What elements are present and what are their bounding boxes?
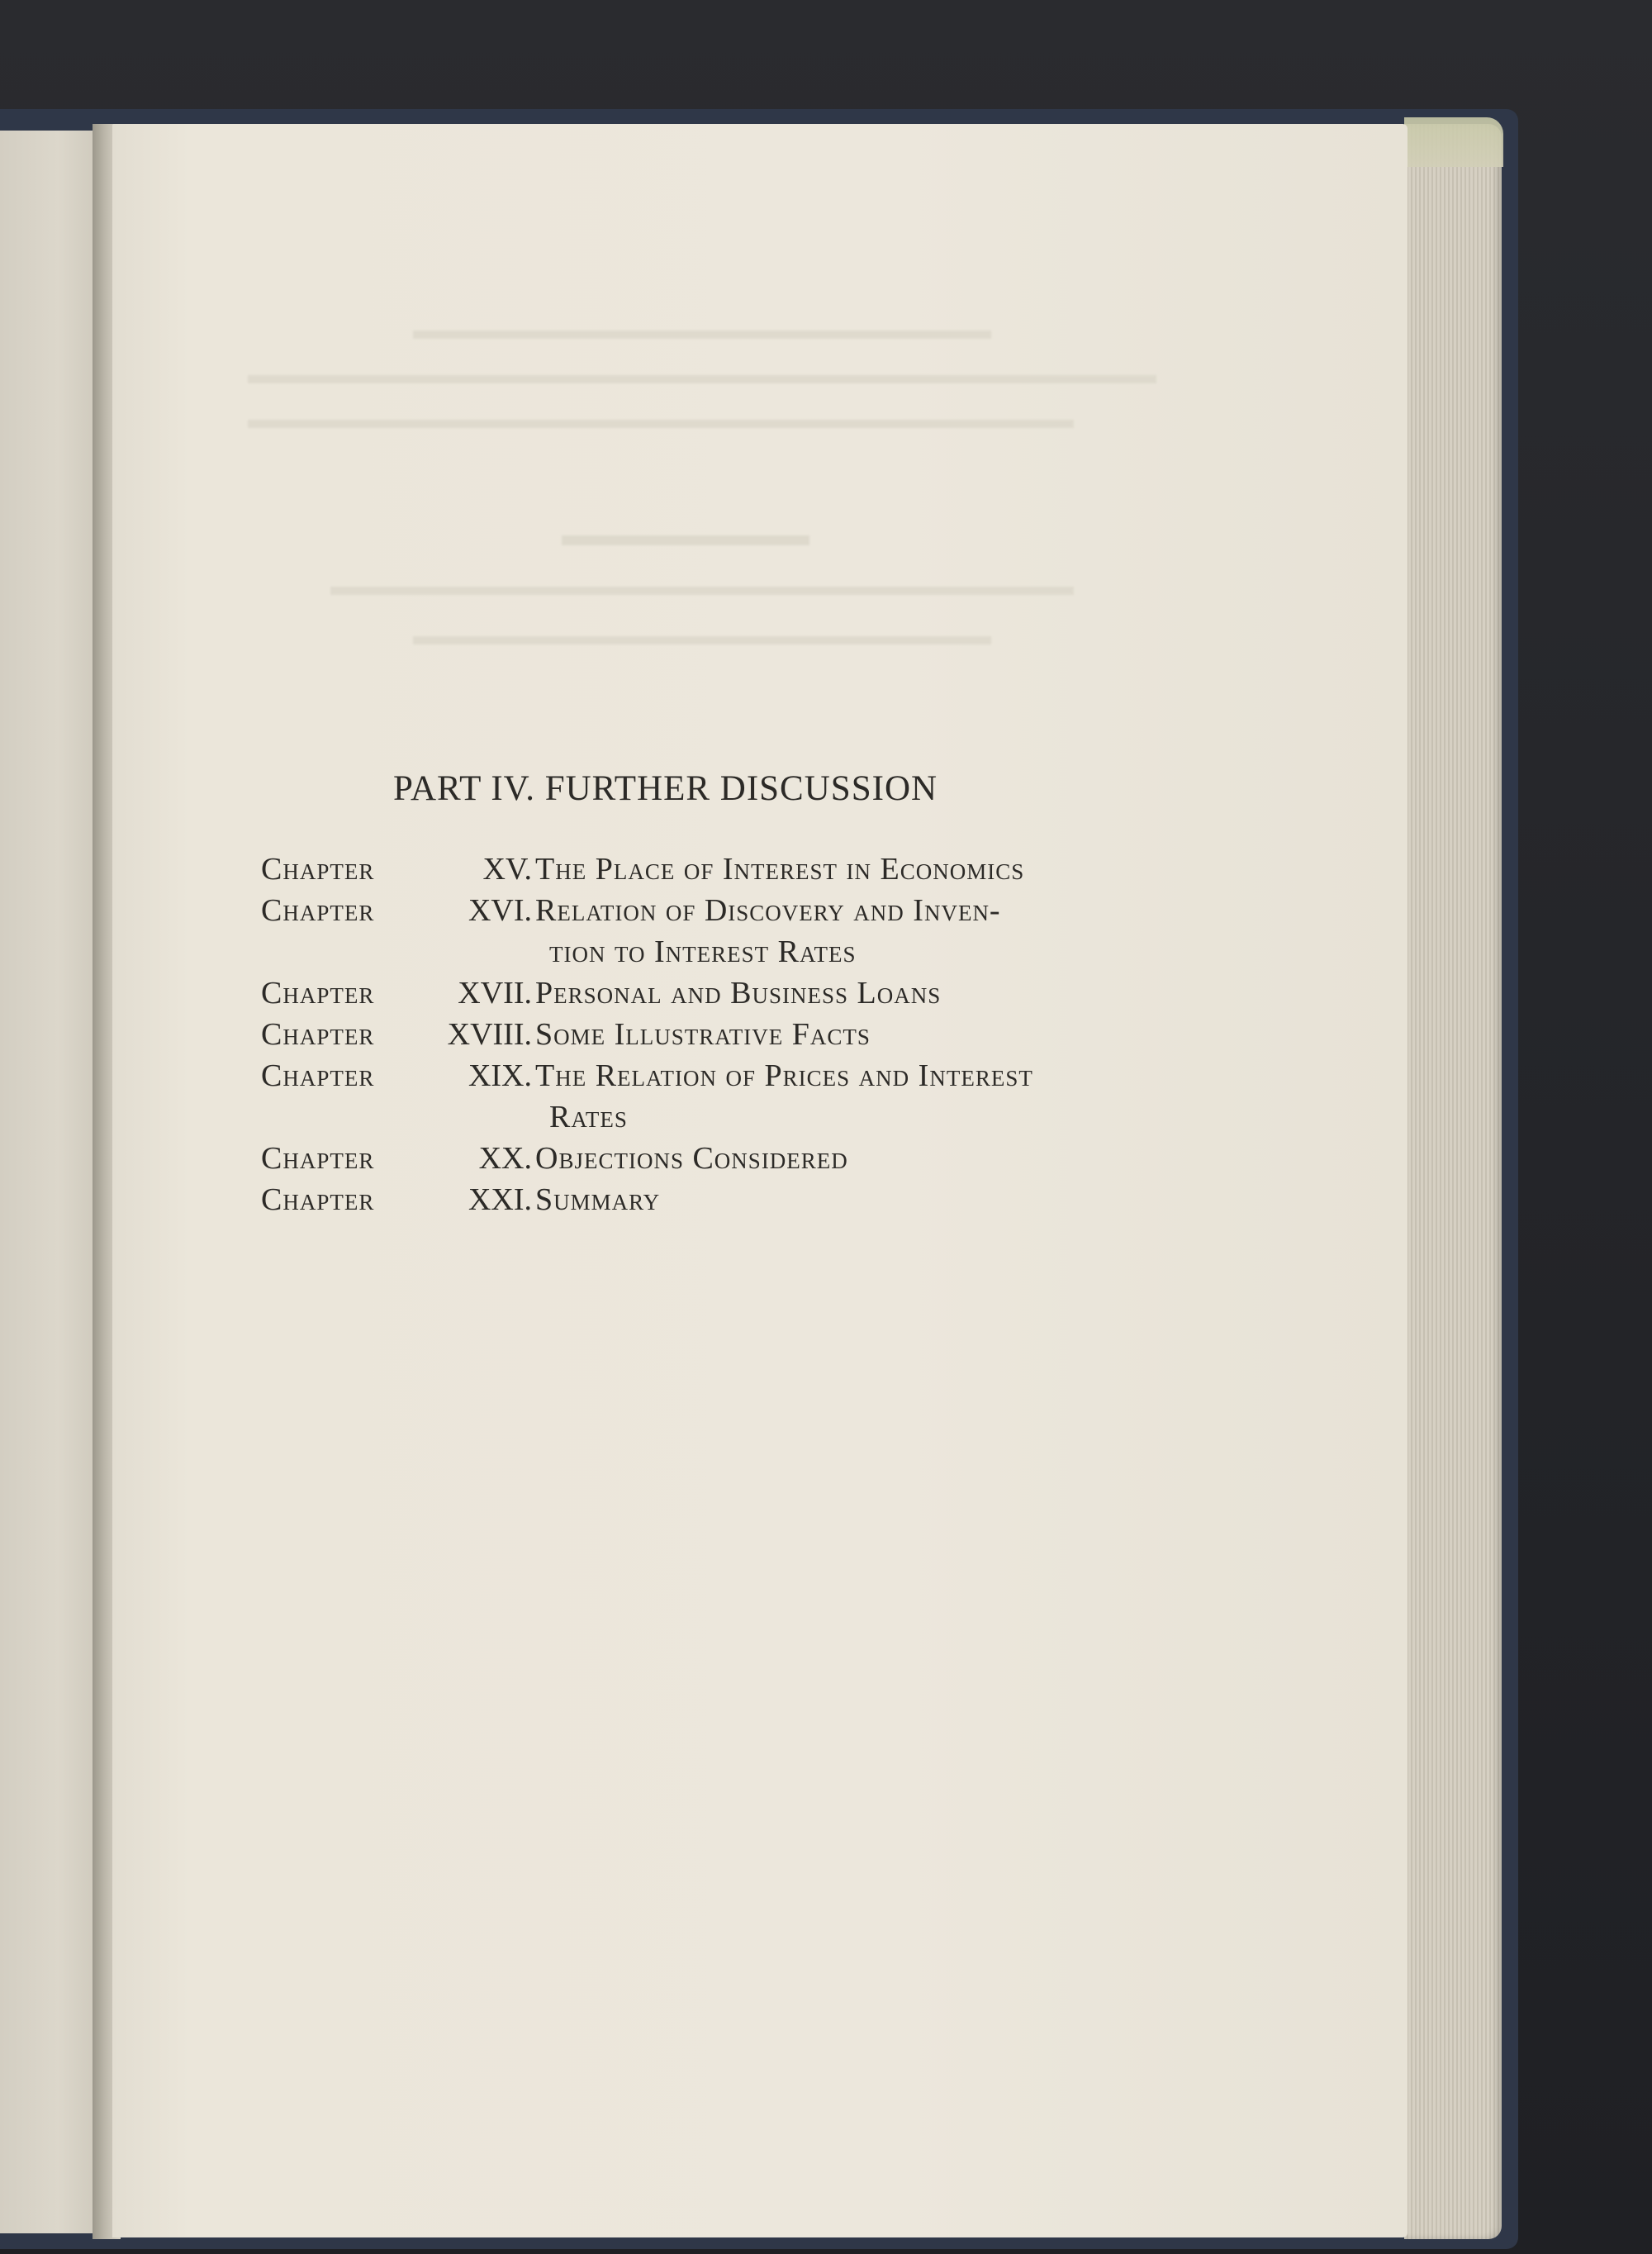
chapter-number: XV. (482, 852, 532, 887)
chapter-label: Chapter (261, 1141, 375, 1176)
chapter-title: Objections Considered (535, 1141, 848, 1176)
chapter-label: Chapter (261, 1058, 375, 1093)
chapter-title: Some Illustrative Facts (535, 1017, 871, 1052)
chapter-label: Chapter (261, 976, 375, 1010)
chapter-title: Relation of Discovery and Inven- (535, 893, 1001, 928)
chapter-title: The Place of Interest in Economics (535, 852, 1025, 887)
chapter-title: The Relation of Prices and Interest (535, 1058, 1033, 1093)
chapter-title-continuation: Rates (549, 1100, 628, 1134)
chapter-title: Personal and Business Loans (535, 976, 942, 1010)
bleed-through-texture (248, 297, 1156, 1809)
page-top-edge (1404, 117, 1503, 167)
chapter-number: XXI. (468, 1182, 532, 1217)
chapter-number: XVI. (468, 893, 532, 928)
part-heading: PART IV. FURTHER DISCUSSION (393, 769, 938, 808)
chapter-label: Chapter (261, 893, 375, 928)
left-page-edge (0, 131, 97, 2233)
chapter-number: XVIII. (447, 1017, 532, 1052)
chapter-label: Chapter (261, 1017, 375, 1052)
chapter-number: XVII. (458, 976, 532, 1010)
chapter-number: XX. (478, 1141, 532, 1176)
chapter-label: Chapter (261, 1182, 375, 1217)
chapter-label: Chapter (261, 852, 375, 887)
chapter-title-continuation: tion to Interest Rates (549, 934, 857, 969)
chapter-number: XIX. (468, 1058, 532, 1093)
page-fore-edge (1404, 124, 1502, 2239)
chapter-title: Summary (535, 1182, 661, 1217)
